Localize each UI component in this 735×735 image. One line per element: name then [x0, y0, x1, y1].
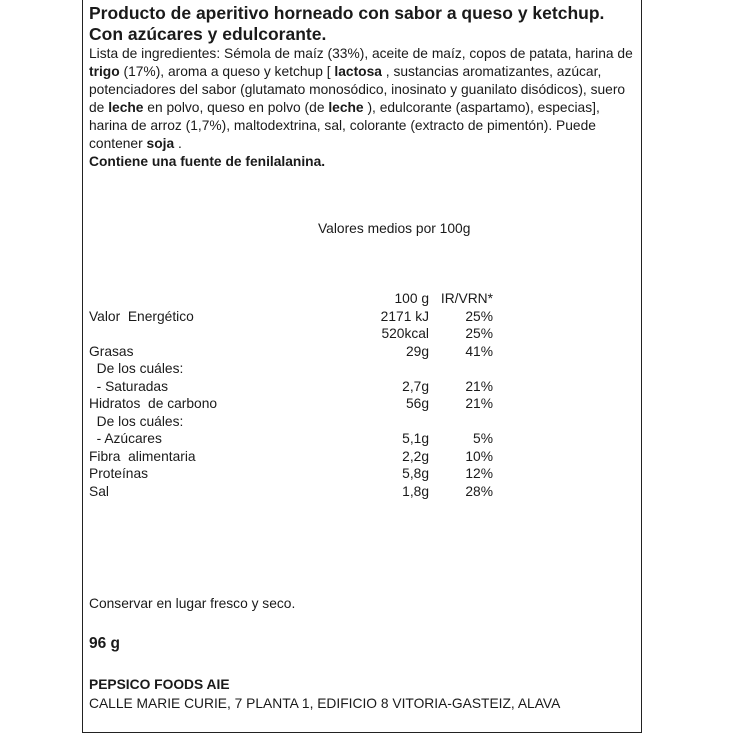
nutrition-row: [89, 448, 509, 466]
nutrient-name: Proteínas: [89, 466, 149, 481]
nutrient-name: Valor Energético: [89, 308, 194, 324]
nutrition-row: [89, 378, 509, 396]
value-ir: 21%: [465, 396, 493, 411]
value-ir: 28%: [465, 483, 493, 499]
column-header-ir: IR/VRN*: [440, 291, 493, 306]
value-ir: 25%: [465, 326, 493, 341]
nutrition-row: [89, 343, 509, 361]
phenylalanine-warning: Contiene una fuente de fenilalanina.: [89, 154, 326, 169]
nutrition-row: [89, 360, 509, 378]
nutrition-row: [89, 430, 509, 448]
value-ir: 12%: [465, 466, 493, 481]
value-per-100g: 5,1g: [402, 431, 429, 446]
nutrient-name: - Azúcares: [89, 431, 162, 446]
nutrition-table: [89, 290, 509, 500]
company-name: PEPSICO FOODS AIE: [89, 677, 230, 692]
value-ir: 21%: [465, 378, 493, 394]
nutrient-name: De los cuáles:: [89, 413, 184, 429]
allergen-trigo: trigo: [89, 64, 120, 79]
value-per-100g: 1,8g: [402, 483, 429, 499]
nutrient-name: - Saturadas: [89, 378, 168, 394]
ingredients-text-3: , sustancias aromatizantes, azúcar, potenciadores del sabor (glutamato monosódico, inosinato y guanilato disódicos), suero de: [89, 64, 626, 115]
value-per-100g: 2,2g: [402, 448, 429, 464]
ingredients-list: [89, 45, 634, 171]
value-per-100g: 520kcal: [381, 326, 429, 341]
nutrition-row: [89, 413, 509, 431]
nutrition-row: [89, 483, 509, 501]
ingredients-text-6: .: [174, 136, 182, 151]
nutrition-row: [89, 395, 509, 413]
net-weight: 96 g: [89, 635, 121, 652]
value-per-100g: 2,7g: [402, 378, 429, 394]
nutrition-heading: Valores medios por 100g: [318, 221, 471, 236]
ingredients-text-4: en polvo, queso en polvo (de: [143, 100, 329, 115]
nutrition-row: [89, 325, 509, 343]
nutrition-header-row: [89, 290, 509, 308]
allergen-soja: soja: [146, 136, 175, 151]
nutrient-name: Fibra alimentaria: [89, 448, 196, 464]
allergen-leche-1: leche: [108, 100, 144, 115]
ingredients-text-5: ), edulcorante (aspartamo), especias], harina de arroz (1,7%), maltodextrina, sal, colorante (extracto de pimentón). Puede contener: [89, 100, 600, 151]
value-ir: 41%: [465, 343, 493, 359]
ingredients-text-1: Lista de ingredientes: Sémola de maíz (33%), aceite de maíz, copos de patata, harina de: [89, 46, 633, 61]
value-per-100g: 2171 kJ: [380, 308, 429, 324]
value-per-100g: 29g: [405, 343, 429, 359]
nutrient-name: Sal: [89, 483, 109, 499]
ingredients-text-2: (17%), aroma a queso y ketchup [: [119, 64, 335, 79]
column-header-100g: 100 g: [394, 291, 429, 306]
nutrition-row: [89, 308, 509, 326]
nutrition-row: [89, 465, 509, 483]
value-ir: 5%: [473, 431, 493, 446]
value-per-100g: 5,8g: [402, 466, 429, 481]
value-ir: 25%: [465, 308, 493, 324]
value-per-100g: 56g: [405, 396, 429, 411]
nutrient-name: Hidratos de carbono: [89, 396, 218, 411]
nutrient-name: De los cuáles:: [89, 361, 184, 376]
allergen-leche-2: leche: [328, 100, 364, 115]
allergen-lactosa: lactosa: [334, 64, 382, 79]
company-address: CALLE MARIE CURIE, 7 PLANTA 1, EDIFICIO 8 VITORIA-GASTEIZ, ALAVA: [89, 696, 561, 711]
nutrient-name: Grasas: [89, 343, 134, 359]
value-ir: 10%: [465, 448, 493, 464]
storage-instructions: Conservar en lugar fresco y seco.: [89, 596, 296, 611]
product-title: Producto de aperitivo horneado con sabor a queso y ketchup. Con azúcares y edulcorante.: [89, 3, 605, 44]
